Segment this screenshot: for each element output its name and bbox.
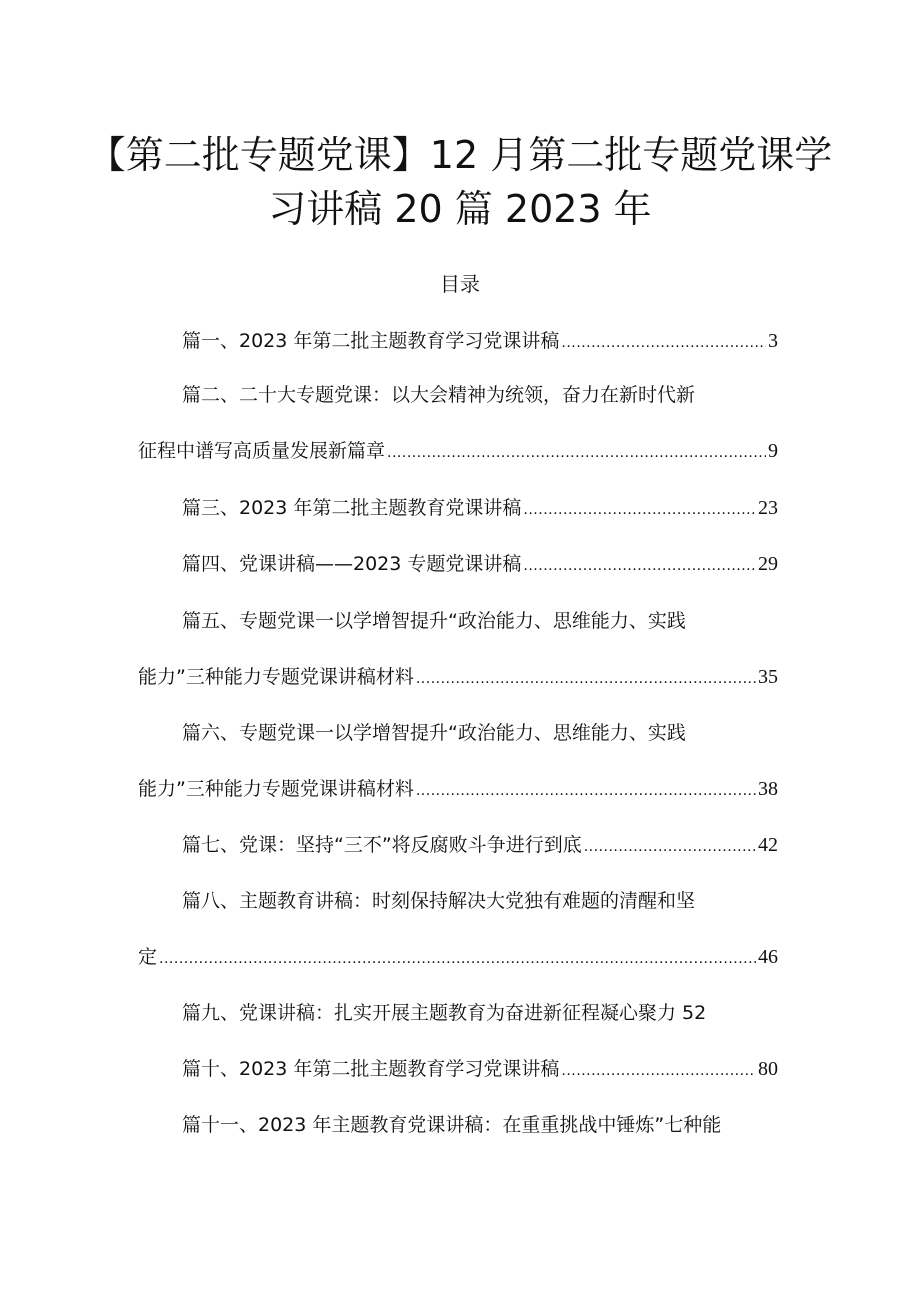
- toc-leader-dots: [416, 664, 756, 692]
- toc-entry-text: 篇三、2023 年第二批主题教育党课讲稿: [182, 497, 522, 519]
- toc-heading: 目录: [440, 272, 480, 296]
- toc-leader-dots: [561, 328, 766, 356]
- toc-entry-6-line-2[interactable]: [138, 774, 778, 804]
- toc-entry-page: 80: [758, 1058, 778, 1080]
- toc-entry-8-line-1[interactable]: [138, 886, 778, 916]
- toc-entry-text: 篇八、主题教育讲稿：时刻保持解决大党独有难题的清醒和坚: [182, 890, 696, 912]
- toc-entry-page: 35: [758, 666, 778, 688]
- toc-leader-dots: [584, 832, 756, 860]
- toc-entry-2-line-1[interactable]: [138, 380, 778, 410]
- toc-entry-5-line-1[interactable]: [138, 606, 778, 636]
- toc-entry-page: 3: [768, 330, 778, 352]
- toc-entry-1[interactable]: [138, 326, 778, 356]
- toc-entry-text: 篇五、专题党课一以学增智提升“政治能力、思维能力、实践: [182, 610, 686, 632]
- toc-entry-3[interactable]: [138, 493, 778, 523]
- toc-entry-5-line-2[interactable]: [138, 662, 778, 692]
- toc-entry-page: 29: [758, 553, 778, 575]
- document-title-line-1: 【第二批专题党课】12 月第二批专题党课学: [87, 133, 833, 177]
- toc-leader-dots: [523, 551, 756, 579]
- toc-entry-text: 篇十一、2023 年主题教育党课讲稿：在重重挑战中锤炼”七种能: [182, 1114, 722, 1136]
- toc-leader-dots: [387, 438, 766, 466]
- toc-entry-8-line-2[interactable]: [138, 942, 778, 972]
- toc-entry-page: 38: [758, 778, 778, 800]
- document-title: [60, 128, 860, 236]
- toc-entry-text: 篇四、党课讲稿——2023 专题党课讲稿: [182, 553, 522, 575]
- document-title-line-2: 习讲稿 20 篇 2023 年: [268, 187, 652, 231]
- toc-entry-11[interactable]: [138, 1110, 778, 1140]
- toc-entry-text: 篇十、2023 年第二批主题教育学习党课讲稿: [182, 1058, 560, 1080]
- toc-entry-4[interactable]: [138, 549, 778, 579]
- toc-entry-text: 篇九、党课讲稿：扎实开展主题教育为奋进新征程凝心聚力 52: [182, 1002, 707, 1024]
- toc-entry-text: 篇六、专题党课一以学增智提升“政治能力、思维能力、实践: [182, 722, 686, 744]
- toc-entry-text: 能力”三种能力专题党课讲稿材料: [138, 778, 414, 800]
- toc-entry-10[interactable]: [138, 1054, 778, 1084]
- toc-leader-dots: [416, 776, 756, 804]
- toc-leader-dots: [561, 1056, 756, 1084]
- toc-entry-6-line-1[interactable]: [138, 718, 778, 748]
- toc-entry-9[interactable]: [138, 998, 778, 1028]
- toc-entry-page: 46: [758, 946, 778, 968]
- toc-entry-text: 定: [138, 946, 158, 968]
- toc-entry-text: 篇二、二十大专题党课：以大会精神为统领，奋力在新时代新: [182, 384, 696, 406]
- toc-entry-text: 征程中谱写高质量发展新篇章: [138, 440, 386, 462]
- toc-entry-text: 能力”三种能力专题党课讲稿材料: [138, 666, 414, 688]
- toc-entry-2-line-2[interactable]: [138, 436, 778, 466]
- toc-entry-page: 23: [758, 497, 778, 519]
- toc-entry-page: 9: [768, 440, 778, 462]
- toc-entry-text: 篇一、2023 年第二批主题教育学习党课讲稿: [182, 330, 560, 352]
- toc-entry-7[interactable]: [138, 830, 778, 860]
- toc-leader-dots: [523, 495, 756, 523]
- toc-entry-page: 42: [758, 834, 778, 856]
- toc-leader-dots: [159, 944, 756, 972]
- toc-entry-text: 篇七、党课：坚持“三不”将反腐败斗争进行到底: [182, 834, 582, 856]
